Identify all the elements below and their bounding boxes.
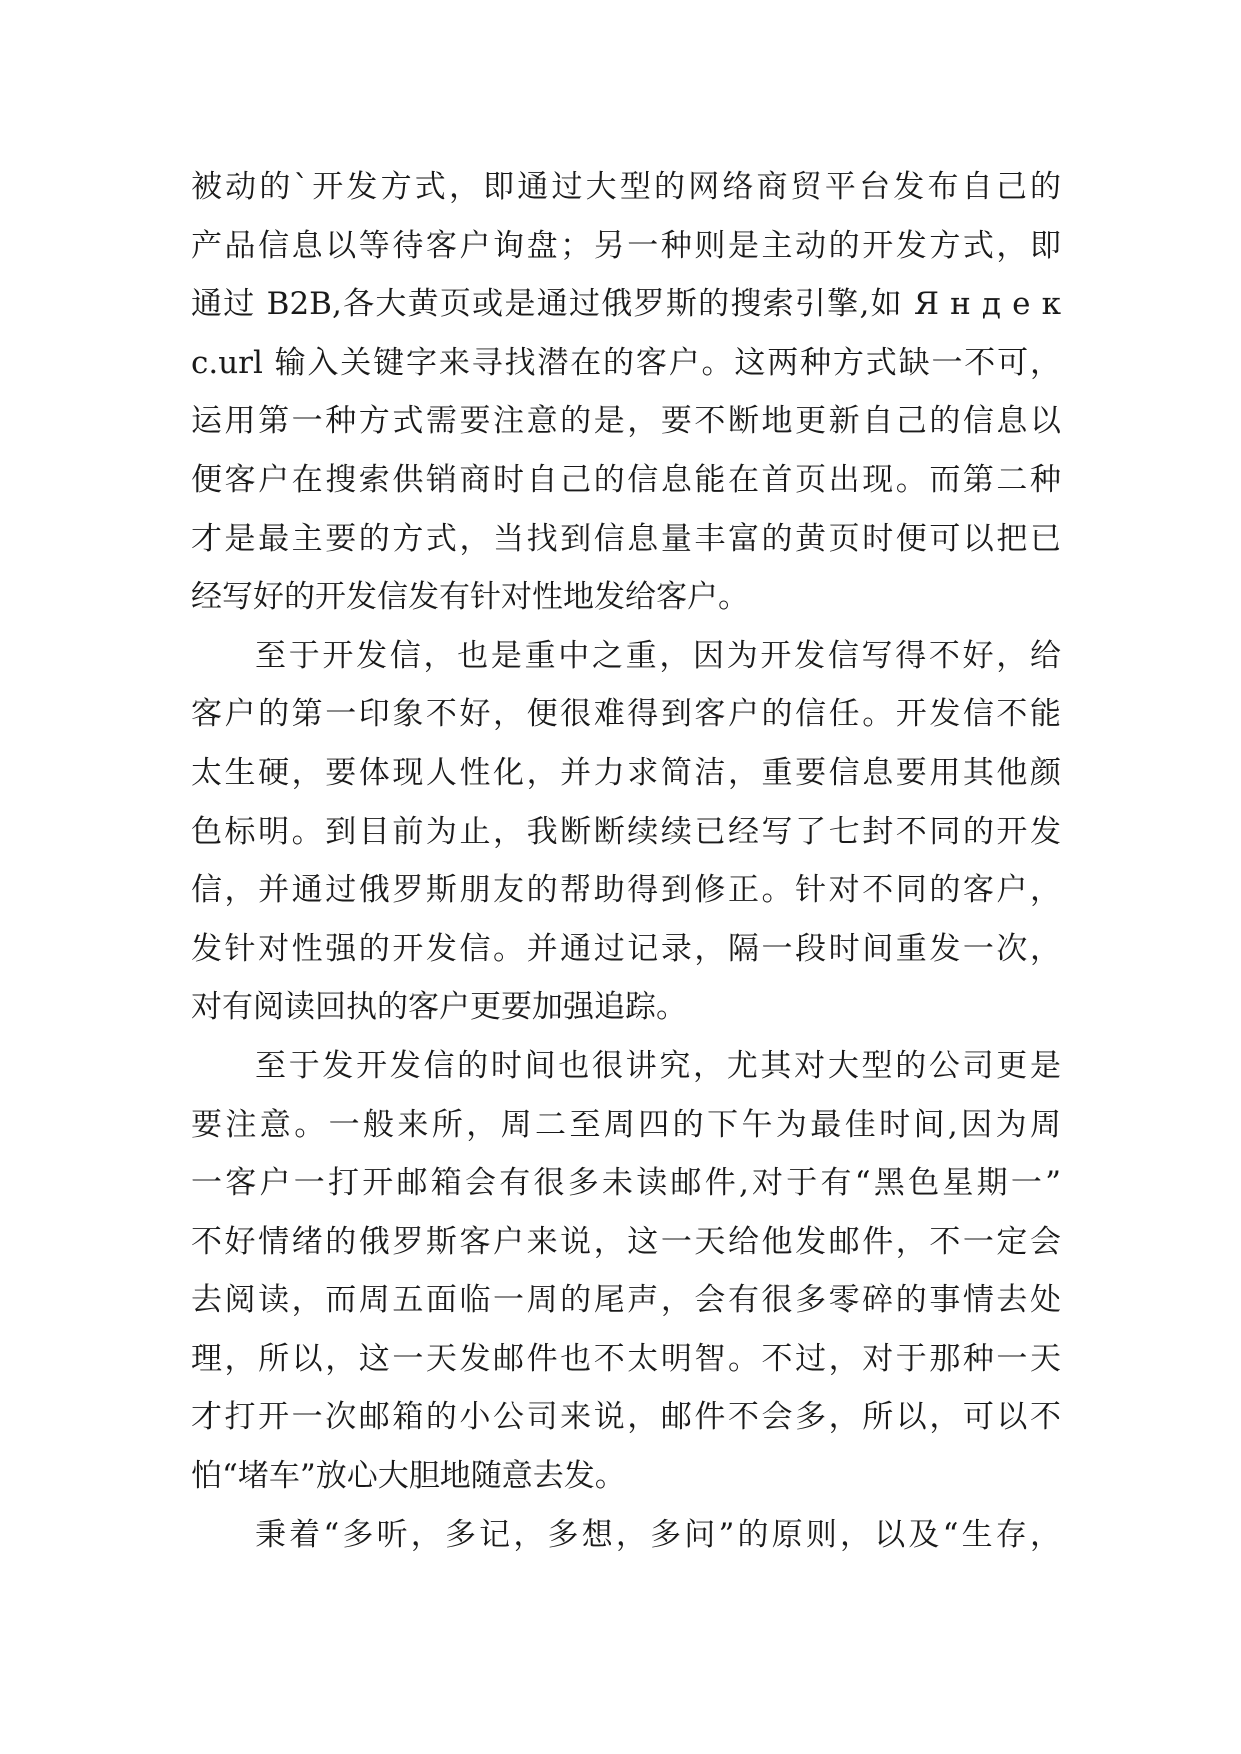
text-line: 才是最主要的方式，当找到信息量丰富的黄页时便可以把已 xyxy=(191,520,1061,557)
text-line: 便客户在搜索供销商时自己的信息能在首页出现。而第二种 xyxy=(191,461,1061,498)
text-line: 至于发开发信的时间也很讲究，尤其对大型的公司更是 xyxy=(255,1047,1061,1084)
text-line: 太生硬，要体现人性化，并力求简洁，重要信息要用其他颜 xyxy=(191,754,1061,791)
text-line: 客户的第一印象不好，便很难得到客户的信任。开发信不能 xyxy=(191,696,1061,733)
text-line: 秉着“多听，多记，多想，多问”的原则，以及“生存， xyxy=(255,1516,1061,1553)
text-line: 经写好的开发信发有针对性地发给客户。 xyxy=(191,579,749,616)
text-line: 被动的`开发方式，即通过大型的网络商贸平台发布自己的 xyxy=(191,169,1061,205)
text-line: 怕“堵车”放心大胆地随意去发。 xyxy=(191,1458,626,1495)
text-line: 运用第一种方式需要注意的是，要不断地更新自己的信息以 xyxy=(191,403,1061,440)
text-line: 至于开发信，也是重中之重，因为开发信写得不好，给 xyxy=(255,637,1061,674)
text-line: 色标明。到目前为止，我断断续续已经写了七封不同的开发 xyxy=(191,813,1061,850)
text-line: 通过 B2B,各大黄页或是通过俄罗斯的搜索引擎,如 Я н д е к xyxy=(191,286,1061,323)
text-line: 发针对性强的开发信。并通过记录，隔一段时间重发一次， xyxy=(191,930,1061,967)
body-text xyxy=(191,158,1061,1564)
text-line: 信，并通过俄罗斯朋友的帮助得到修正。针对不同的客户， xyxy=(191,872,1061,909)
text-line: 不好情绪的俄罗斯客户来说，这一天给他发邮件，不一定会 xyxy=(191,1223,1061,1260)
text-line: с.url 输入关键字来寻找潜在的客户。这两种方式缺一不可， xyxy=(191,344,1061,381)
text-line: 对有阅读回执的客户更要加强追踪。 xyxy=(191,989,687,1026)
text-line: 理，所以，这一天发邮件也不太明智。不过，对于那种一天 xyxy=(191,1340,1061,1377)
text-line: 产品信息以等待客户询盘；另一种则是主动的开发方式，即 xyxy=(191,227,1061,264)
text-line: 才打开一次邮箱的小公司来说，邮件不会多，所以，可以不 xyxy=(191,1399,1061,1436)
text-line: 要注意。一般来所，周二至周四的下午为最佳时间,因为周 xyxy=(191,1106,1061,1143)
text-line: 去阅读，而周五面临一周的尾声，会有很多零碎的事情去处 xyxy=(191,1282,1061,1319)
text-line: 一客户一打开邮箱会有很多未读邮件,对于有“黑色星期一” xyxy=(191,1165,1061,1202)
